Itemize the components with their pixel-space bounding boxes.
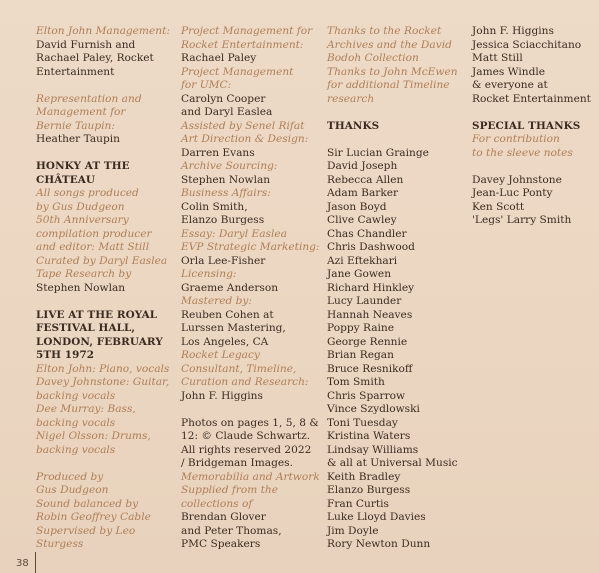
credit-name-line: Davey Johnstone: [472, 173, 562, 186]
credit-role-line: Sound balanced by: [36, 497, 139, 510]
credit-role-line: to the sleeve notes: [472, 146, 573, 159]
credit-name-line: Poppy Raine: [327, 322, 395, 334]
credit-name-line: Adam Barker: [327, 187, 399, 199]
spacer: [472, 106, 596, 120]
spacer: [327, 133, 467, 147]
credit-name-line: Jane Gowen: [327, 268, 392, 280]
credit-role-line: compilation producer: [36, 227, 152, 240]
credit-role-line: Project Management: [181, 65, 294, 78]
spacer: [36, 295, 172, 309]
page-number-rule: [35, 552, 36, 573]
credit-name-line: Tom Smith: [327, 376, 385, 388]
credit-name-line: Carolyn Cooper: [181, 92, 266, 105]
credit-name-line: John F. Higgins: [472, 25, 554, 37]
credit-name-line: 12: © Claude Schwartz.: [181, 430, 311, 442]
credit-role-line: Davey Johnstone: Guitar,: [36, 376, 170, 388]
credit-name-line: Keith Bradley: [327, 470, 401, 483]
credit-role-line: Art Direction & Design:: [181, 133, 309, 145]
credit-role-line: Bodoh Collection: [327, 52, 419, 64]
credit-role-line: Supplied from the: [181, 484, 278, 496]
credits-column-1: [36, 25, 172, 552]
credit-name-line: Elanzo Burgess: [181, 214, 265, 226]
credit-name-line: Jean-Luc Ponty: [472, 187, 553, 199]
credit-name-line: Clive Cawley: [327, 214, 397, 226]
credit-name-line: Bruce Resnikoff: [327, 362, 413, 375]
credit-role-line: by Gus Dudgeon: [36, 200, 125, 213]
credit-role-line: Curated by Daryl Easlea: [36, 254, 168, 267]
credit-name-line: Rachael Paley, Rocket: [36, 52, 154, 64]
credit-name-line: / Bridgeman Images.: [181, 457, 293, 469]
credit-role-line: Representation and: [36, 92, 142, 105]
credit-name-line: Darren Evans: [181, 146, 255, 159]
credit-role-line: Gus Dudgeon: [36, 484, 109, 496]
credit-name-line: James Windle: [472, 65, 546, 78]
credit-name-line: Matt Still: [472, 52, 523, 64]
credit-role-line: Licensing:: [181, 268, 237, 280]
credit-name-line: Sir Lucian Grainge: [327, 146, 429, 159]
credit-role-line: Curation and Research:: [181, 376, 309, 388]
credit-role-line: backing vocals: [36, 389, 116, 402]
section-heading: SPECIAL THANKS: [472, 119, 581, 132]
credit-name-line: Toni Tuesday: [327, 416, 398, 429]
credit-role-line: EVP Strategic Marketing:: [181, 241, 320, 253]
spacer: [472, 160, 596, 174]
section-heading: FESTIVAL HALL,: [36, 322, 136, 334]
credit-name-line: Rachael Paley: [181, 52, 257, 64]
credit-name-line: Colin Smith,: [181, 200, 248, 213]
credit-role-line: Business Affairs:: [181, 187, 271, 199]
spacer: [36, 79, 172, 93]
credit-name-line: Orla Lee-Fisher: [181, 254, 266, 267]
credit-name-line: Jessica Sciacchitano: [472, 38, 582, 51]
credit-role-line: Elton John: Piano, vocals: [36, 362, 170, 375]
credit-name-line: Kristina Waters: [327, 430, 411, 442]
credit-name-line: Hannah Neaves: [327, 308, 413, 321]
credit-role-line: research: [327, 92, 375, 105]
section-heading: CHÂTEAU: [36, 173, 96, 186]
credit-name-line: Lurssen Mastering,: [181, 322, 286, 334]
credit-role-line: Bernie Taupin:: [36, 119, 115, 132]
spacer: [36, 147, 172, 161]
section-heading: LONDON, FEBRUARY: [36, 335, 163, 348]
credit-name-line: John F. Higgins: [181, 389, 263, 402]
spacer: [181, 403, 321, 417]
credit-role-line: Archives and the David: [327, 38, 452, 51]
credit-role-line: backing vocals: [36, 443, 116, 456]
credit-name-line: PMC Speakers: [181, 538, 261, 550]
credit-name-line: Luke Lloyd Davies: [327, 511, 426, 523]
credit-name-line: Chas Chandler: [327, 227, 407, 240]
credit-role-line: Rocket Entertainment:: [181, 38, 304, 51]
credit-name-line: Jim Doyle: [327, 524, 379, 537]
credit-name-line: Entertainment: [36, 65, 115, 78]
credit-role-line: Elton John Management:: [36, 25, 170, 37]
credit-name-line: Reuben Cohen at: [181, 308, 274, 321]
credit-role-line: Sturgess: [36, 538, 84, 550]
credit-role-line: For contribution: [472, 133, 560, 145]
credit-role-line: Nigel Olsson: Drums,: [36, 430, 151, 442]
credit-name-line: Brendan Glover: [181, 511, 266, 523]
credit-role-line: 50th Anniversary: [36, 214, 129, 226]
credit-role-line: Archive Sourcing:: [181, 160, 278, 172]
credit-role-line: Project Management for: [181, 25, 313, 37]
credits-column-4: [472, 25, 596, 228]
credit-role-line: Management for: [36, 106, 126, 118]
credit-role-line: Consultant, Timeline,: [181, 362, 297, 375]
credit-role-line: Dee Murray: Bass,: [36, 403, 136, 415]
credit-role-line: Tape Research by: [36, 268, 132, 280]
credit-role-line: Memorabilia and Artwork: [181, 470, 320, 483]
section-heading: 5TH 1972: [36, 349, 95, 361]
credit-role-line: for UMC:: [181, 79, 232, 91]
credit-name-line: Rocket Entertainment: [472, 92, 591, 105]
credit-name-line: All rights reserved 2022: [181, 443, 312, 456]
credit-role-line: Robin Geoffrey Cable: [36, 511, 151, 523]
credit-name-line: Stephen Nowlan: [36, 281, 126, 294]
credit-name-line: Vince Szydlowski: [327, 403, 420, 415]
credit-name-line: Los Angeles, CA: [181, 335, 269, 348]
credit-role-line: Assisted by Senel Rifat: [181, 119, 305, 132]
credit-role-line: Thanks to John McEwen: [327, 65, 458, 78]
credit-name-line: 'Legs' Larry Smith: [472, 214, 572, 226]
credit-name-line: Chris Sparrow: [327, 389, 406, 402]
credit-name-line: Azi Eftekhari: [327, 254, 398, 267]
credit-name-line: David Joseph: [327, 160, 398, 172]
credit-role-line: for additional Timeline: [327, 79, 450, 91]
page-number: 38: [16, 558, 29, 569]
credit-role-line: collections of: [181, 497, 253, 510]
section-heading: HONKY AT THE: [36, 160, 130, 172]
credit-name-line: Jason Boyd: [327, 200, 387, 213]
section-heading: THANKS: [327, 119, 380, 132]
credit-name-line: Rory Newton Dunn: [327, 538, 431, 550]
credit-name-line: Rebecca Allen: [327, 173, 404, 186]
credit-name-line: Graeme Anderson: [181, 281, 279, 294]
credit-name-line: Fran Curtis: [327, 497, 389, 510]
credit-role-line: and editor: Matt Still: [36, 241, 150, 253]
credit-name-line: Richard Hinkley: [327, 281, 415, 294]
credit-role-line: Rocket Legacy: [181, 349, 260, 361]
credit-name-line: Brian Regan: [327, 349, 394, 361]
credit-role-line: Thanks to the Rocket: [327, 25, 442, 37]
credit-name-line: Stephen Nowlan: [181, 173, 271, 186]
credit-name-line: & everyone at: [472, 79, 548, 91]
credit-name-line: Lucy Launder: [327, 295, 402, 307]
credit-name-line: Photos on pages 1, 5, 8 &: [181, 416, 319, 429]
credit-name-line: and Daryl Easlea: [181, 106, 273, 118]
credit-role-line: Essay: Daryl Easlea: [181, 227, 287, 240]
credit-role-line: backing vocals: [36, 416, 116, 429]
credit-name-line: Chris Dashwood: [327, 241, 415, 253]
section-heading: LIVE AT THE ROYAL: [36, 308, 158, 321]
credit-role-line: Mastered by:: [181, 295, 252, 307]
credit-name-line: George Rennie: [327, 335, 408, 348]
credit-name-line: & all at Universal Music: [327, 457, 458, 469]
spacer: [36, 457, 172, 471]
credit-name-line: and Peter Thomas,: [181, 524, 282, 537]
credit-role-line: All songs produced: [36, 187, 139, 199]
credit-name-line: Lindsay Williams: [327, 443, 419, 456]
credit-name-line: Ken Scott: [472, 200, 525, 213]
credits-column-2: [181, 25, 321, 552]
credits-column-3: [327, 25, 467, 552]
spacer: [327, 106, 467, 120]
credit-role-line: Produced by: [36, 470, 104, 483]
credit-role-line: Supervised by Leo: [36, 524, 136, 537]
credit-name-line: Elanzo Burgess: [327, 484, 411, 496]
credit-name-line: Heather Taupin: [36, 133, 120, 145]
credit-name-line: David Furnish and: [36, 38, 136, 51]
